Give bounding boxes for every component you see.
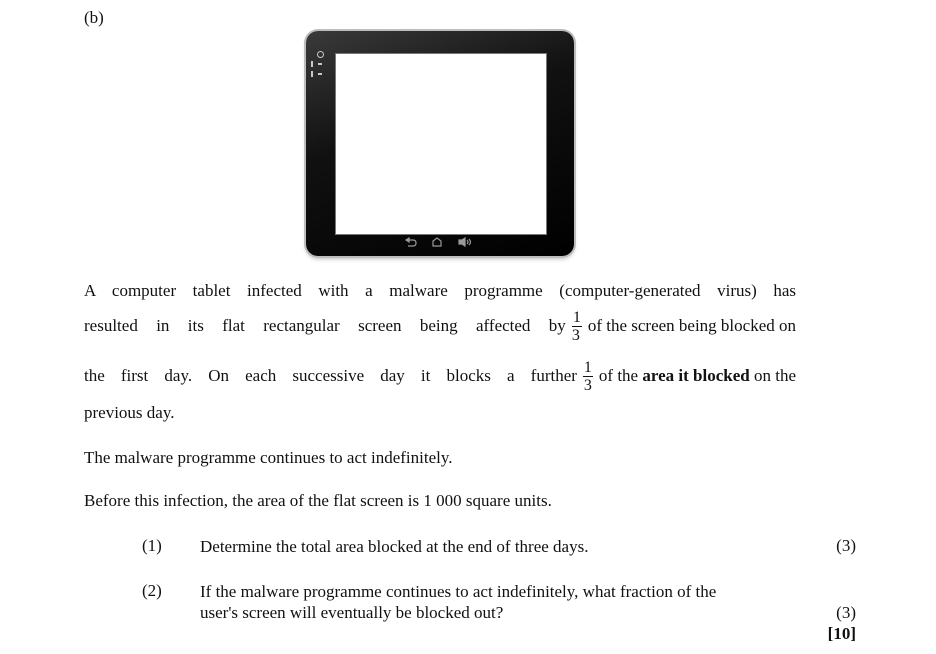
tablet-side-buttons — [309, 51, 323, 91]
section-label: (b) — [84, 8, 104, 27]
statement-area: Before this infection, the area of the flat screen is 1 000 square units. — [84, 491, 552, 510]
fraction-numerator: 1 — [572, 308, 581, 326]
tablet-illustration — [306, 31, 574, 256]
intro-line-1: A computer tablet infected with a malware programme (computer-generated virus) has — [84, 281, 796, 300]
intro-line-4: previous day. — [84, 403, 175, 422]
question-1-number: (1) — [142, 536, 162, 555]
fraction-numerator-2: 1 — [583, 358, 592, 376]
question-2-text-line-1: If the malware programme continues to act indefinitely, what fraction of the — [200, 582, 717, 601]
intro-line-3 — [84, 356, 796, 396]
intro-line-2-after: of the screen being blocked on — [587, 316, 796, 335]
question-2-marks: (3) — [836, 603, 856, 622]
fraction-one-third — [572, 309, 582, 344]
tablet-screen — [335, 53, 547, 235]
emphasis-area-it-blocked: area it blocked — [642, 366, 750, 385]
fraction-one-third-2 — [583, 359, 593, 394]
intro-line-3-before: the first day. On each successive day it blocks a further — [84, 366, 577, 385]
total-marks: [10] — [827, 624, 856, 643]
question-2-text-line-2: user's screen will eventually be blocked out? — [200, 603, 504, 622]
intro-line-2-before: resulted in its flat rectangular screen being affected by — [84, 316, 566, 335]
question-1-text: Determine the total area blocked at the end of three days. — [200, 537, 589, 556]
tablet-nav-bar — [404, 236, 484, 248]
question-1-marks: (3) — [836, 536, 856, 555]
home-icon — [433, 238, 441, 246]
volume-icon — [459, 238, 471, 246]
intro-line-3-after-post: on the — [753, 366, 796, 385]
fraction-denominator-2: 3 — [583, 376, 592, 394]
intro-line-3-after-pre: of the — [598, 366, 639, 385]
fraction-denominator: 3 — [571, 326, 580, 344]
back-icon — [406, 238, 416, 246]
intro-line-3-after — [599, 365, 796, 387]
intro-line-2 — [84, 306, 796, 346]
question-2-number: (2) — [142, 581, 162, 600]
statement-indefinite: The malware programme continues to act indefinitely. — [84, 448, 453, 467]
